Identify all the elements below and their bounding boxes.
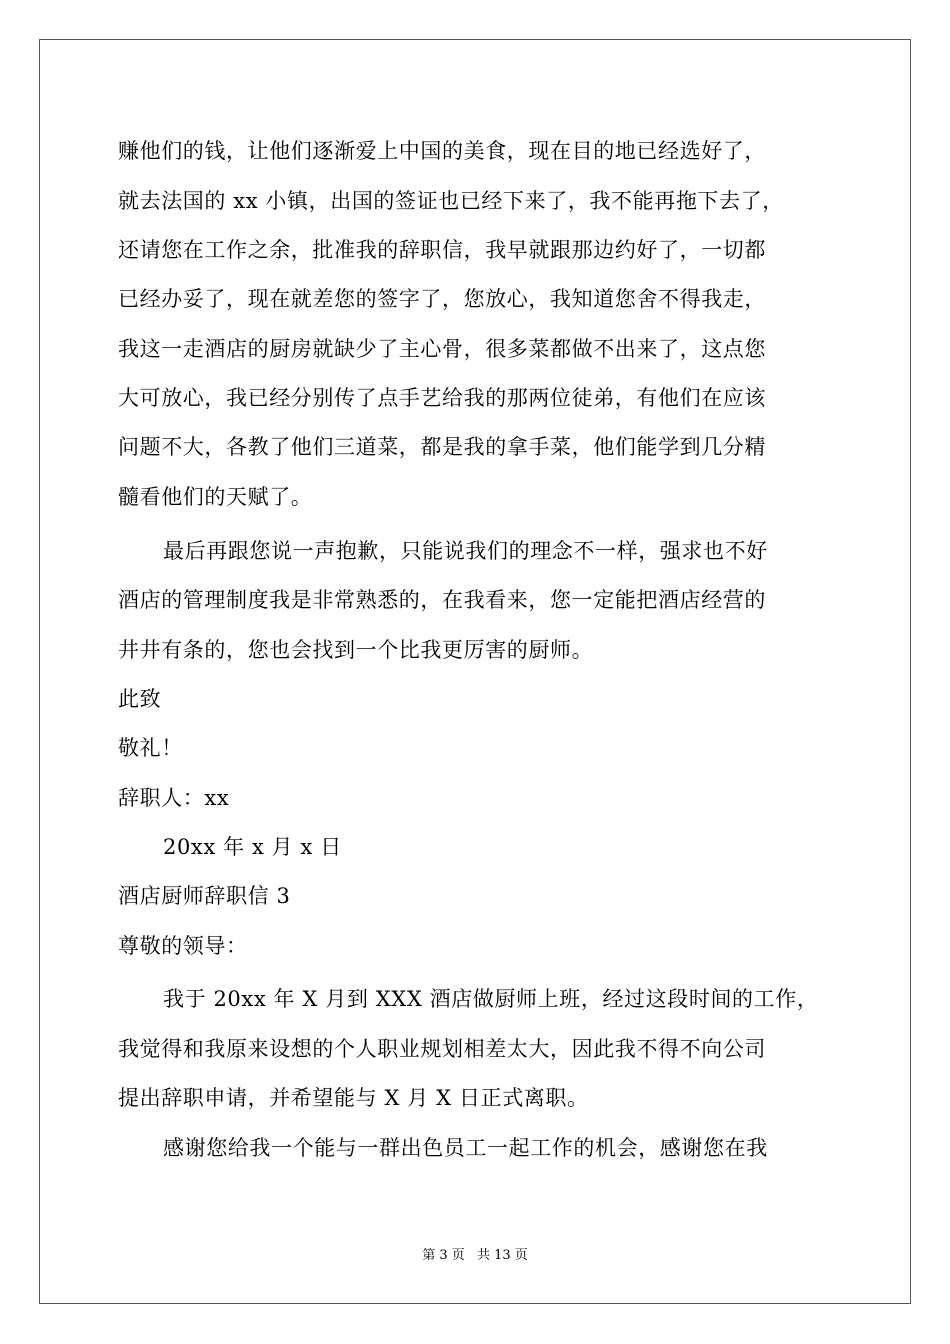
signature-line: 辞职人：xx [118,786,230,810]
page-border [39,39,911,1304]
text-line: 我这一走酒店的厨房就缺少了主心骨，很多菜都做不出来了，这点您 [118,337,766,361]
greeting-line: 尊敬的领导： [118,934,248,958]
text-line: 赚他们的钱，让他们逐渐爱上中国的美食，现在目的地已经选好了， [118,139,766,163]
text-line: 我于 20xx 年 X 月到 XXX 酒店做厨师上班，经过这段时间的工作， [163,987,819,1011]
text-line: 酒店的管理制度我是非常熟悉的，在我看来，您一定能把酒店经营的 [118,588,766,612]
salutation-line: 敬礼！ [118,736,183,760]
text-line: 井井有条的，您也会找到一个比我更厉害的厨师。 [118,638,594,662]
text-line: 大可放心，我已经分别传了点手艺给我的那两位徒弟，有他们在应该 [118,386,766,410]
text-line: 感谢您给我一个能与一群出色员工一起工作的机会，感谢您在我 [163,1136,768,1160]
date-line: 20xx 年 x 月 x 日 [163,835,342,859]
text-line: 已经办妥了，现在就差您的签字了，您放心，我知道您舍不得我走， [118,287,766,311]
text-line: 就去法国的 xx 小镇，出国的签证也已经下来了，我不能再拖下去了， [118,189,784,213]
page-total: 共 13 页 [476,1248,528,1263]
text-line: 提出辞职申请，并希望能与 X 月 X 日正式离职。 [118,1086,589,1110]
text-line: 髓看他们的天赋了。 [118,485,313,509]
page-footer [0,1248,950,1264]
text-line: 还请您在工作之余，批准我的辞职信，我早就跟那边约好了，一切都 [118,238,766,262]
closing-line: 此致 [118,687,162,711]
text-line: 最后再跟您说一声抱歉，只能说我们的理念不一样，强求也不好 [163,539,768,563]
text-line: 问题不大，各教了他们三道菜，都是我的拿手菜，他们能学到几分精 [118,435,766,459]
section-heading: 酒店厨师辞职信 3 [118,884,291,908]
page-number: 第 3 页 [422,1248,465,1263]
text-line: 我觉得和我原来设想的个人职业规划相差太大，因此我不得不向公司 [118,1037,766,1061]
